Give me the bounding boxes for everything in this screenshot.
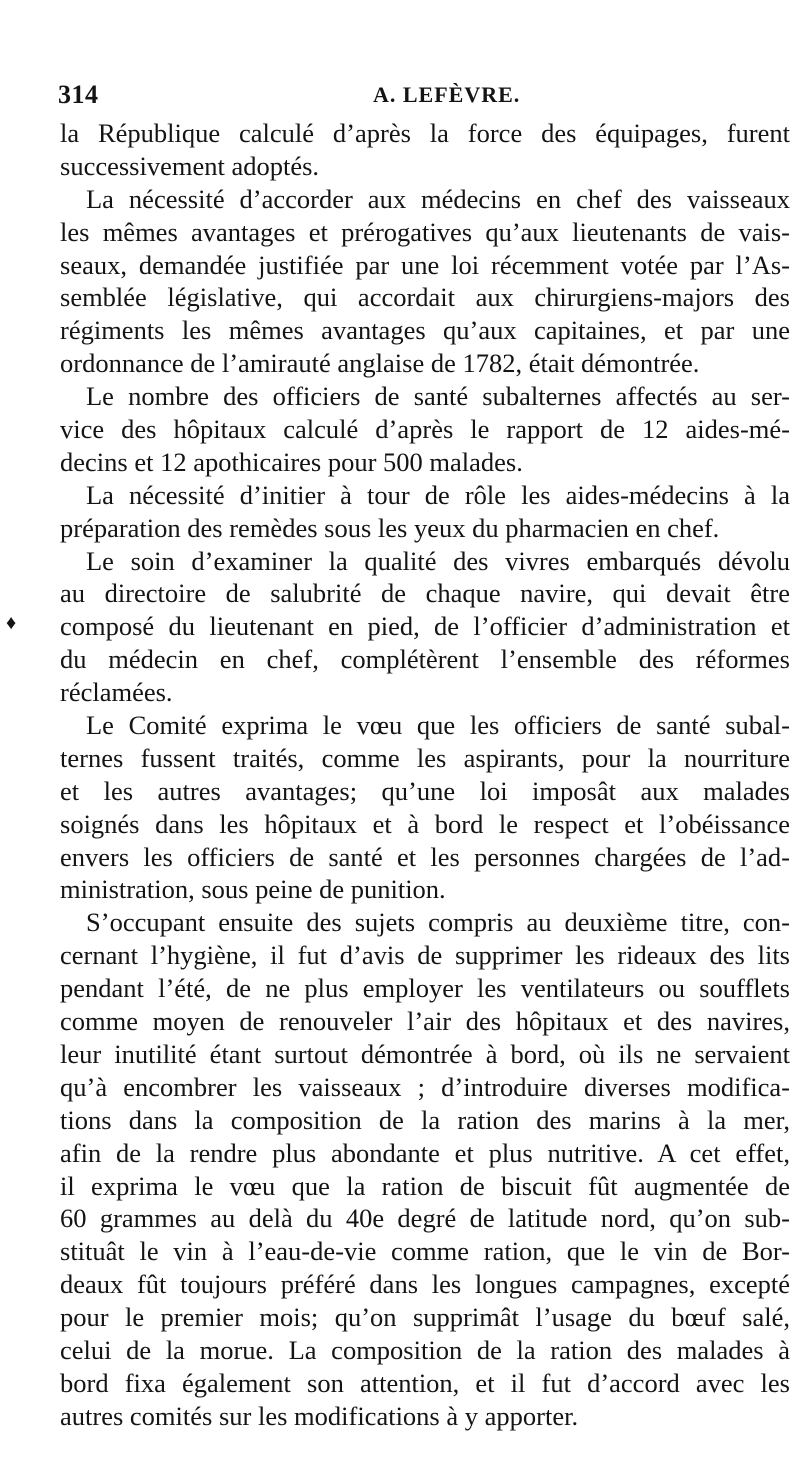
text-line: celui de la morue. La composition de la ration des malades à: [60, 1334, 790, 1365]
text-line: envers les officiers de santé et les personnes chargées de l’ad-: [60, 841, 790, 872]
text-line: semblée législative, qui accordait aux chirurgiens-majors des: [60, 282, 790, 313]
text-line: stituât le vin à l’eau-de-vie comme ration, que le vin de Bor-: [60, 1236, 790, 1267]
text-line: ministration, sous peine de punition.: [60, 874, 446, 905]
text-line: autres comités sur les modifications à y apporter.: [60, 1400, 579, 1431]
text-line: les mêmes avantages et prérogatives qu’aux lieutenants de vais-: [60, 216, 790, 247]
text-line: La nécessité d’initier à tour de rôle les aides-médecins à la: [86, 479, 790, 510]
text-line: composé du lieutenant en pied, de l’officier d’administration et: [60, 611, 790, 642]
text-line: vice des hôpitaux calculé d’après le rapport de 12 aides-mé-: [60, 414, 790, 445]
text-line: pour le premier mois; qu’on supprimât l’usage du bœuf salé,: [60, 1302, 790, 1333]
page-number: 314: [58, 80, 99, 109]
text-line: 60 grammes au delà du 40e degré de latitude nord, qu’on sub-: [60, 1203, 790, 1234]
text-line: bord fixa également son attention, et il fut d’accord avec les: [60, 1367, 790, 1398]
text-line: seaux, demandée justifiée par une loi récemment votée par l’As-: [60, 249, 790, 280]
text-line: qu’à encombrer les vaisseaux ; d’introduire diverses modifica-: [60, 1071, 790, 1102]
text-line: afin de la rendre plus abondante et plus nutritive. A cet effet,: [60, 1137, 790, 1168]
text-line: ternes fussent traités, comme les aspirants, pour la nourriture: [60, 742, 790, 773]
text-line: deaux fût toujours préféré dans les longues campagnes, excepté: [60, 1269, 790, 1300]
text-line: ordonnance de l’amirauté anglaise de 1782, était démontrée.: [60, 348, 700, 379]
text-line: Le Comité exprima le vœu que les officiers de santé subal-: [86, 710, 790, 741]
text-line: tions dans la composition de la ration des marins à la mer,: [60, 1104, 790, 1135]
margin-mark: ♦: [6, 612, 17, 634]
text-line: soignés dans les hôpitaux et à bord le respect et l’obéissance: [60, 808, 790, 839]
running-head: A. LEFÈVRE.: [373, 82, 521, 107]
text-line: réclamées.: [60, 677, 173, 708]
text-line: du médecin en chef, complétèrent l’ensemble des réformes: [60, 644, 790, 675]
page-header: [58, 80, 788, 114]
text-line: Le soin d’examiner la qualité des vivres embarqués dévolu: [86, 545, 790, 576]
text-line: leur inutilité étant surtout démontrée à bord, où ils ne servaient: [60, 1038, 790, 1069]
text-line: pendant l’été, de ne plus employer les ventilateurs ou soufflets: [60, 973, 790, 1004]
text-line: cernant l’hygiène, il fut d’avis de supprimer les rideaux des lits: [60, 940, 790, 971]
text-line: successivement adoptés.: [60, 150, 320, 181]
text-line: decins et 12 apothicaires pour 500 malades.: [60, 446, 523, 477]
text-line: La nécessité d’accorder aux médecins en chef des vaisseaux: [86, 183, 790, 214]
text-line: comme moyen de renouveler l’air des hôpitaux et des navires,: [60, 1006, 790, 1037]
text-line: S’occupant ensuite des sujets compris au deuxième titre, con-: [86, 907, 790, 938]
text-line: au directoire de salubrité de chaque navire, qui devait être: [60, 578, 790, 609]
text-line: préparation des remèdes sous les yeux du pharmacien en chef.: [60, 512, 720, 543]
text-line: il exprima le vœu que la ration de biscuit fût augmentée de: [60, 1170, 790, 1201]
text-line: régiments les mêmes avantages qu’aux capitaines, et par une: [60, 315, 790, 346]
text-line: la République calculé d’après la force des équipages, furent: [60, 118, 790, 148]
text-line: et les autres avantages; qu’une loi imposât aux malades: [60, 775, 790, 806]
text-line: Le nombre des officiers de santé subalternes affectés au ser-: [86, 381, 790, 412]
body-text: [60, 117, 790, 1433]
